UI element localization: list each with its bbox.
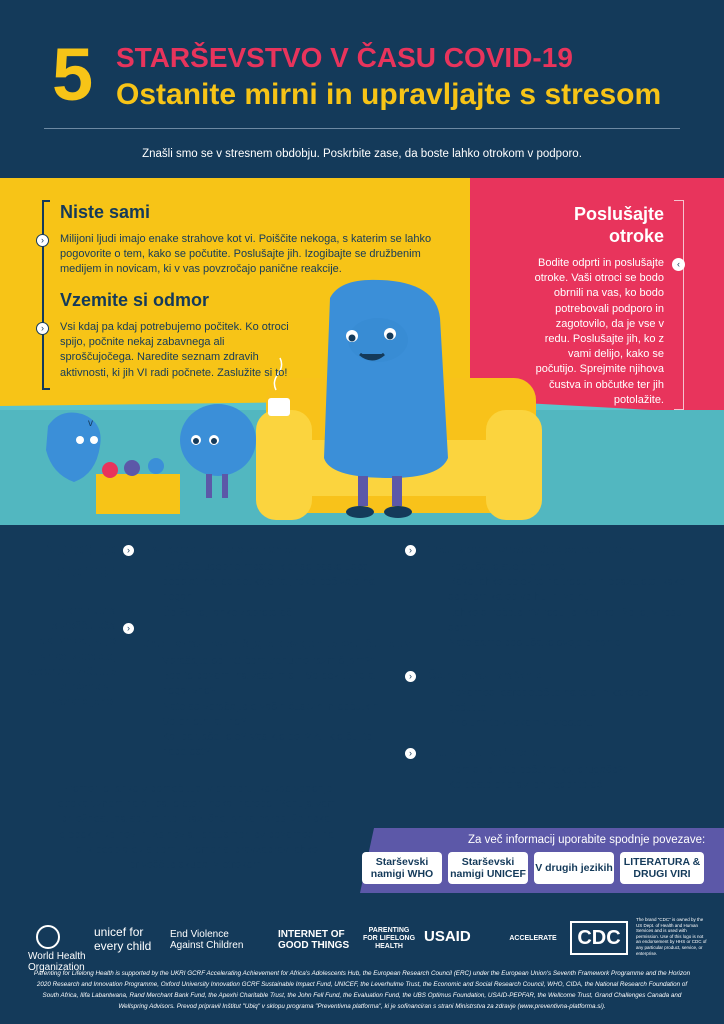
steps-line-left [128,548,130,758]
end-violence-logo: End Violence Against Children [170,929,244,951]
step-title: Prvi korak: Udobno se namestite [142,544,314,556]
page-subtitle: Ostanite mirni in upravljajte s stresom [116,78,662,111]
chevron-right-icon: › [36,322,49,335]
list-item: • Nato se vprašajte o vaših čustvih in občutkih. So prijetni ali ne? [146,700,382,730]
alone-text: Milijoni ljudi imajo enake strahove kot vi. Poiščite nekoga, s katerim se lahko pogovorite o tem, kako se počutite. Poslušajte jih. Izogibajte se družbenim medijem in novicam, ki v vas povzročajo panične reakcije. [60,233,432,276]
alone-heading: Niste sami [60,202,151,222]
divider [44,128,680,129]
chevron-right-icon: › [404,747,417,760]
pause-heading: Naredite premor [43,539,116,581]
plh-logo: PARENTING FOR LIFELONG HEALTH [362,927,416,950]
cdc-disclaimer: The brand "CDC" is owned by the US Dept. of Health and Human Services and is used with permission. Use of this logo is not an endorsement by HHS or CDC of any particular product, service, or enterprise. [636,917,707,956]
unicef-tips-button[interactable]: Starševski namigi UNICEF [448,852,528,884]
tip-text: Premor je lahko v pomoč tudi v primeru, ko vas vedenje otroka vznemirja ali pa je storil nekaj narobe. Ponuja vam priložnost, da se umirite. Različno lahko naredi že nekaj globokih vdihov in izdihov ali preusmeritev pozornosti na stik podplatov s tlemi. Premor si pravzaprav lahko privoščite skupaj z otrokom! [57,783,337,872]
left-bracket [42,200,50,390]
list-item: • Kaj pa vaše telo? Vas kje boli? Ali kje čutite napetost? [146,730,382,760]
accelerate-logo: ACCELERATE [509,935,557,942]
step-title: Tretji korak: Osredotočite se na dihanje [428,544,635,556]
list-item: • Lahko si rečete: "V redu je. Kar koli že je, v redu sem.". [432,606,686,636]
chevron-left-icon: ‹ [672,258,685,271]
chevron-right-icon: › [404,544,417,557]
step-list [146,560,382,621]
list-item: • Pomislite: "Se počutim kaj drugače?". [432,763,686,778]
step-title: Četrti korak: Vračanje [428,670,542,682]
list-item: • Ko boste pripravljeni, odprite oči. [432,778,686,793]
right-bracket [674,200,684,410]
list-item: • Poiščite udobno mesto, kjer se boste usedli, podplati naj se dotikajo tal, roke počivajo na nogah. [146,560,382,606]
listen-text: Bodite odprti in poslušajte otroke. Vaši otroci se bodo obrnili na vas, ko bodo potrebovali podporo in zagotovilo, da je vse v redu. Poslušajte jih, ko z vami delijo, kako se počutijo. Sprejmite njihova čustva in občutke ter jih potolažite. [534,257,664,406]
break-heading: Vzemite si odmor [60,290,210,310]
list-item: • Bodite pozorni na vaše misli. So pozitivne ali negativne? [146,669,382,699]
usaid-logo: USAID [424,928,471,945]
step-list [146,654,382,760]
chevron-right-icon: › [122,622,135,635]
step-title: Peti korak: Refleksija [428,747,539,759]
who-logo: World Health Organization [28,925,90,973]
break-text: Vsi kdaj pa kdaj potrebujemo počitek. Ko otroci spijo, počnite nekaj zabavnega ali sproščujočega. Naredite seznam zdravih aktivnosti, ki jih VI radi počnete. Zaslužite si to! [60,321,289,379]
tip-number: 5 [52,33,94,116]
iogt-logo: INTERNET OF GOOD THINGS [278,929,350,951]
pause-subtext: Enominutna sproščujoča aktivnost, ki jo lahko izvedete, kadar se počutite stresno ali zaskrbljeno. [25,605,116,709]
unicef-logo: unicef for every child [94,925,152,953]
svg-text:v: v [88,418,93,429]
step-list [432,763,686,793]
step-list [432,560,686,651]
cdc-logo: CDC [570,921,628,955]
step-title: Drugi korak: Razmišljajte o svojem telesu, čutite ga [142,638,411,650]
list-item: • Roko lahko položite na trebuh in opazujete, kako se premika ob vdihu in izdihu. [432,575,686,605]
header [0,0,724,178]
links-label: Za več informacij uporabite spodnje povezave: [468,834,706,846]
list-item: • Nato samo poslušajte svoje dihanje. [432,636,686,651]
literature-button[interactable]: LITERATURA & DRUGI VIRI [620,852,704,884]
other-languages-button[interactable]: V drugih jezikih [534,852,614,884]
list-item: • Prisluhnite zvokom v prostoru. [432,716,686,731]
list-item: • Če želite, lahko zaprete oči. [146,606,382,621]
listen-heading: Poslušajte otroke [573,204,664,246]
list-item: • Pozornost osredotočite na telo in kako se počutite. [432,686,686,716]
chevron-right-icon: › [122,544,135,557]
who-tips-button[interactable]: Starševski namigi WHO [362,852,442,884]
step-list [432,686,686,732]
fine-print: Parenting for Lifelong Health is supported by the UKRI GCRF Accelerating Achievement for Africa's Adolescents Hub, the European Research Council (ERC) under the European Union's Seventh Framework Programme and the Horizon 2020 Research and Innovation Programme, Oxford University Innovation GCRF Sustainable Impact Fund, UNICEF, the Leverhulme Trust, the Economic and Social Research Council, WHO, CIDA, the National Research Foundation of South Africa, Ilifa Labantwana, Rand Merchant Bank Fund, the Apexhi Charitable Trust, the John Fell Fund, the Evaluation Fund, the UBS Optimus Foundation, USAID-PEPFAR, the Wellcome Trust, Grand Challenges Canada and Wellspring Advisors. Prevod pripravil Inštitut "Ubiq" v sklopu programa "Preventivna platforma", ki je sofinanciran s strani Ministrstva za zdravje (www.preventivna-platforma.si). [33,970,691,1010]
globe-icon [36,925,60,949]
list-item: • Poslušajte svoje dihanje. [432,560,686,575]
intro-text: Znašli smo se v stresnem obdobju. Poskrbite zase, da boste lahko otrokom v podporo. [142,148,582,160]
chevron-right-icon: › [404,670,417,683]
list-item: • Vprašajte se: "O čem trenutno razmišljam?". [146,654,382,669]
page-title: STARŠEVSTVO V ČASU COVID-19 [116,42,573,73]
chevron-right-icon: › [36,234,49,247]
